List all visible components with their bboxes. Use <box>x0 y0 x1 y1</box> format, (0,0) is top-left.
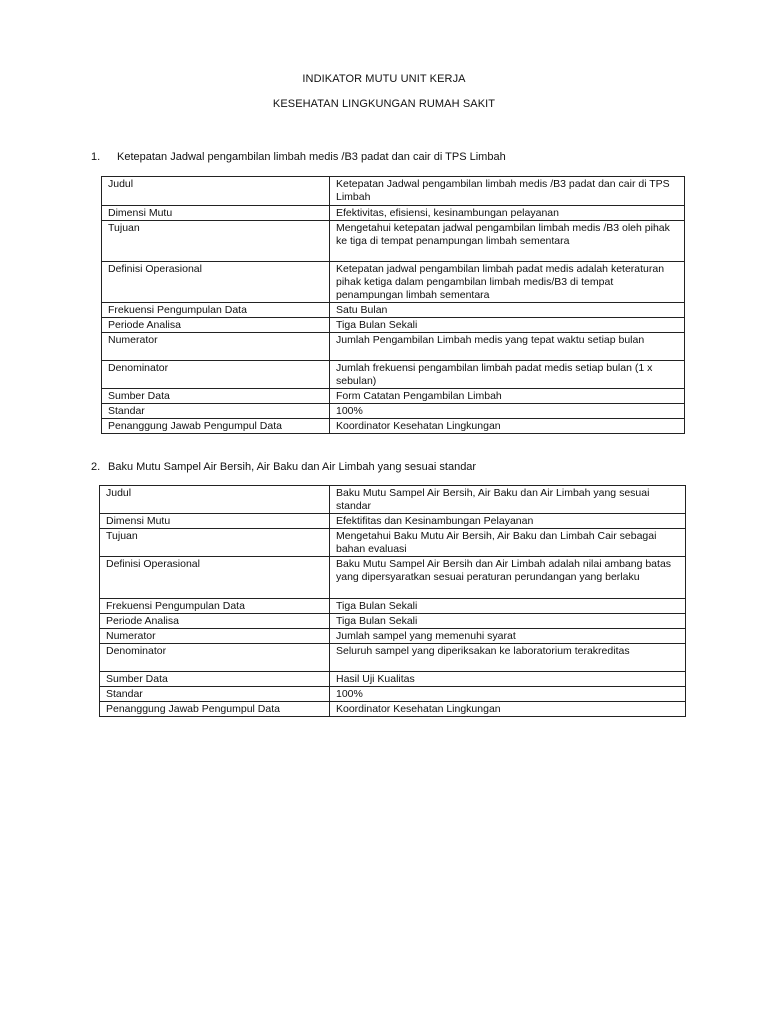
table-row <box>100 687 686 702</box>
row-value: Koordinator Kesehatan Lingkungan <box>330 702 686 717</box>
row-value: Jumlah frekuensi pengambilan limbah padat medis setiap bulan (1 x sebulan) <box>330 361 685 389</box>
row-label: Dimensi Mutu <box>100 514 330 529</box>
row-label: Tujuan <box>100 529 330 557</box>
row-value: Jumlah Pengambilan Limbah medis yang tepat waktu setiap bulan <box>330 333 685 361</box>
row-value: 100% <box>330 687 686 702</box>
table-row <box>102 177 685 206</box>
row-value: 100% <box>330 404 685 419</box>
row-label: Periode Analisa <box>102 318 330 333</box>
table-row <box>100 486 686 514</box>
row-value: Ketepatan Jadwal pengambilan limbah medis /B3 padat dan cair di TPS Limbah <box>330 177 685 206</box>
row-value: Mengetahui ketepatan jadwal pengambilan limbah medis /B3 oleh pihak ke tiga di tempat penampungan limbah sementara <box>330 221 685 262</box>
row-label: Periode Analisa <box>100 614 330 629</box>
table-row <box>100 702 686 717</box>
row-label: Penanggung Jawab Pengumpul Data <box>100 702 330 717</box>
section-1-heading-text: Ketepatan Jadwal pengambilan limbah medis /B3 padat dan cair di TPS Limbah <box>117 151 506 163</box>
document-subtitle: KESEHATAN LINGKUNGAN RUMAH SAKIT <box>272 98 496 110</box>
row-value: Efektivitas, efisiensi, kesinambungan pelayanan <box>330 206 685 221</box>
row-value: Baku Mutu Sampel Air Bersih, Air Baku dan Air Limbah yang sesuai standar <box>330 486 686 514</box>
row-value: Tiga Bulan Sekali <box>330 599 686 614</box>
row-label: Standar <box>100 687 330 702</box>
row-label: Judul <box>102 177 330 206</box>
table-row <box>100 514 686 529</box>
indicator-table-1 <box>101 176 685 434</box>
row-label: Denominator <box>100 644 330 672</box>
row-value: Tiga Bulan Sekali <box>330 614 686 629</box>
row-label: Numerator <box>102 333 330 361</box>
table-row <box>102 333 685 361</box>
row-value: Jumlah sampel yang memenuhi syarat <box>330 629 686 644</box>
table-row <box>102 303 685 318</box>
document-title: INDIKATOR MUTU UNIT KERJA <box>302 73 466 85</box>
table-row <box>102 361 685 389</box>
row-label: Definisi Operasional <box>100 557 330 599</box>
table-row <box>100 629 686 644</box>
section-2-heading-text: Baku Mutu Sampel Air Bersih, Air Baku dan Air Limbah yang sesuai standar <box>108 461 477 473</box>
table-row <box>102 262 685 303</box>
row-label: Judul <box>100 486 330 514</box>
table-row <box>100 557 686 599</box>
row-value: Seluruh sampel yang diperiksakan ke laboratorium terakreditas <box>330 644 686 672</box>
table-row <box>100 614 686 629</box>
row-label: Dimensi Mutu <box>102 206 330 221</box>
table-row <box>102 221 685 262</box>
table-row <box>102 404 685 419</box>
section-2-number: 2. <box>91 461 101 473</box>
row-value: Satu Bulan <box>330 303 685 318</box>
row-value: Mengetahui Baku Mutu Air Bersih, Air Baku dan Limbah Cair sebagai bahan evaluasi <box>330 529 686 557</box>
section-2-heading <box>91 461 476 473</box>
row-value: Tiga Bulan Sekali <box>330 318 685 333</box>
row-label: Numerator <box>100 629 330 644</box>
row-label: Sumber Data <box>102 389 330 404</box>
table-row <box>102 389 685 404</box>
table-row <box>100 599 686 614</box>
row-label: Frekuensi Pengumpulan Data <box>102 303 330 318</box>
row-label: Frekuensi Pengumpulan Data <box>100 599 330 614</box>
row-label: Sumber Data <box>100 672 330 687</box>
table-row <box>100 644 686 672</box>
row-value: Ketepatan jadwal pengambilan limbah padat medis adalah keteraturan pihak ketiga dalam pengambilan limbah medis/B3 di tempat penampungan limbah sementara <box>330 262 685 303</box>
row-value: Efektifitas dan Kesinambungan Pelayanan <box>330 514 686 529</box>
row-value: Form Catatan Pengambilan Limbah <box>330 389 685 404</box>
table-row <box>100 672 686 687</box>
row-label: Standar <box>102 404 330 419</box>
row-label: Tujuan <box>102 221 330 262</box>
section-1-number: 1. <box>91 151 101 163</box>
row-value: Koordinator Kesehatan Lingkungan <box>330 419 685 434</box>
table-row <box>102 419 685 434</box>
table-row <box>102 206 685 221</box>
row-label: Definisi Operasional <box>102 262 330 303</box>
table-row <box>102 318 685 333</box>
section-1-heading <box>91 151 506 163</box>
row-label: Denominator <box>102 361 330 389</box>
row-value: Baku Mutu Sampel Air Bersih dan Air Limbah adalah nilai ambang batas yang dipersyaratkan sesuai peraturan perundangan yang berlaku <box>330 557 686 599</box>
indicator-table-2 <box>99 485 686 717</box>
table-row <box>100 529 686 557</box>
row-label: Penanggung Jawab Pengumpul Data <box>102 419 330 434</box>
row-value: Hasil Uji Kualitas <box>330 672 686 687</box>
